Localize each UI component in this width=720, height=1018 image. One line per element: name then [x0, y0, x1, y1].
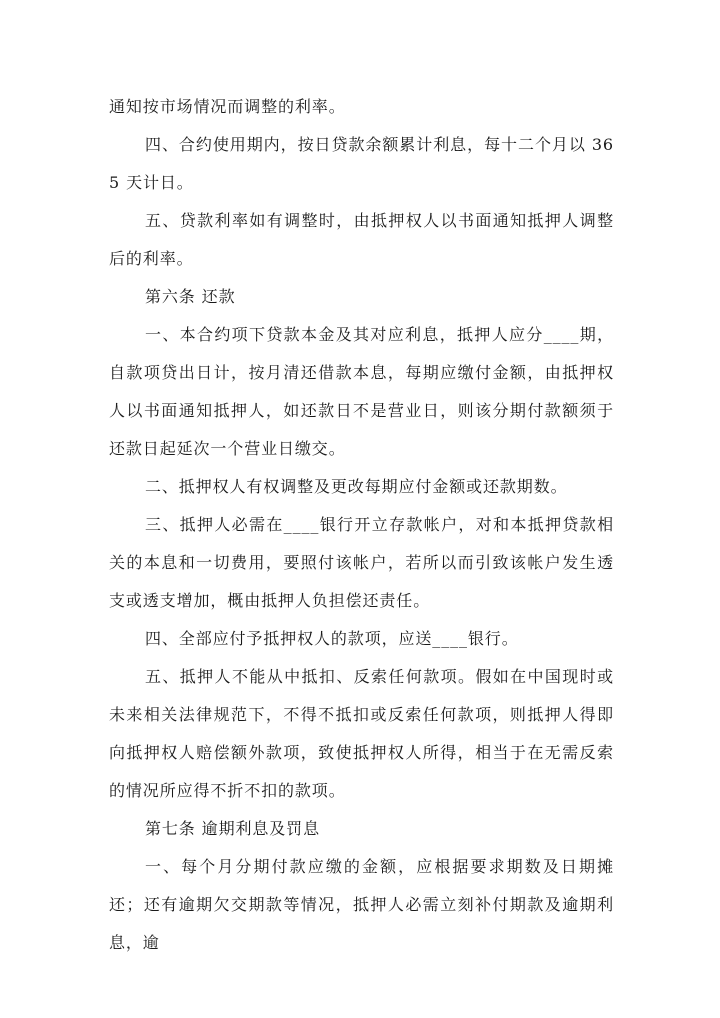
paragraph-payment-bank: 四、全部应付予抵押权人的款项，应送____银行。	[145, 629, 519, 648]
paragraph-repayment-installments: 一、本合约项下贷款本金及其对应利息，抵押人应分____期，自款项贷出日计，按月清还借款本息，每期应缴付金额，由抵押权人以书面通知抵押人，如还款日不是营业日，则该分期付款额须于还款日起延次一个营业日缴交。	[109, 325, 614, 458]
paragraph-rate-notice: 通知按市场情况而调整的利率。	[109, 97, 346, 116]
paragraph-no-setoff: 五、抵押人不能从中抵扣、反索任何款项。假如在中国现时或未来相关法律规范下，不得不抵扣或反索任何款项，则抵押人得即向抵押权人赔偿额外款项，致使抵押权人所得，相当于在无需反索的情况所应得不折不扣的款项。	[109, 667, 614, 800]
document-body	[109, 88, 614, 962]
section-heading-article-7: 第七条 逾期利息及罚息	[145, 819, 320, 838]
section-heading-article-6: 第六条 还款	[145, 287, 236, 306]
paragraph-interest-calculation: 四、合约使用期内，按日贷款余额累计利息，每十二个月以 365 天计日。	[109, 135, 614, 192]
paragraph-overdue-installments: 一、每个月分期付款应缴的金额，应根据要求期数及日期摊还；还有逾期欠交期款等情况，抵押人必需立刻补付期款及逾期利息，逾	[109, 857, 614, 952]
paragraph-rate-adjustment: 五、贷款利率如有调整时，由抵押权人以书面通知抵押人调整后的利率。	[109, 211, 614, 268]
paragraph-deposit-account: 三、抵押人必需在____银行开立存款帐户，对和本抵押贷款相关的本息和一切费用，要照付该帐户，若所以而引致该帐户发生透支或透支增加，概由抵押人负担偿还责任。	[109, 515, 614, 610]
paragraph-adjust-installments: 二、抵押权人有权调整及更改每期应付金额或还款期数。	[145, 477, 568, 496]
